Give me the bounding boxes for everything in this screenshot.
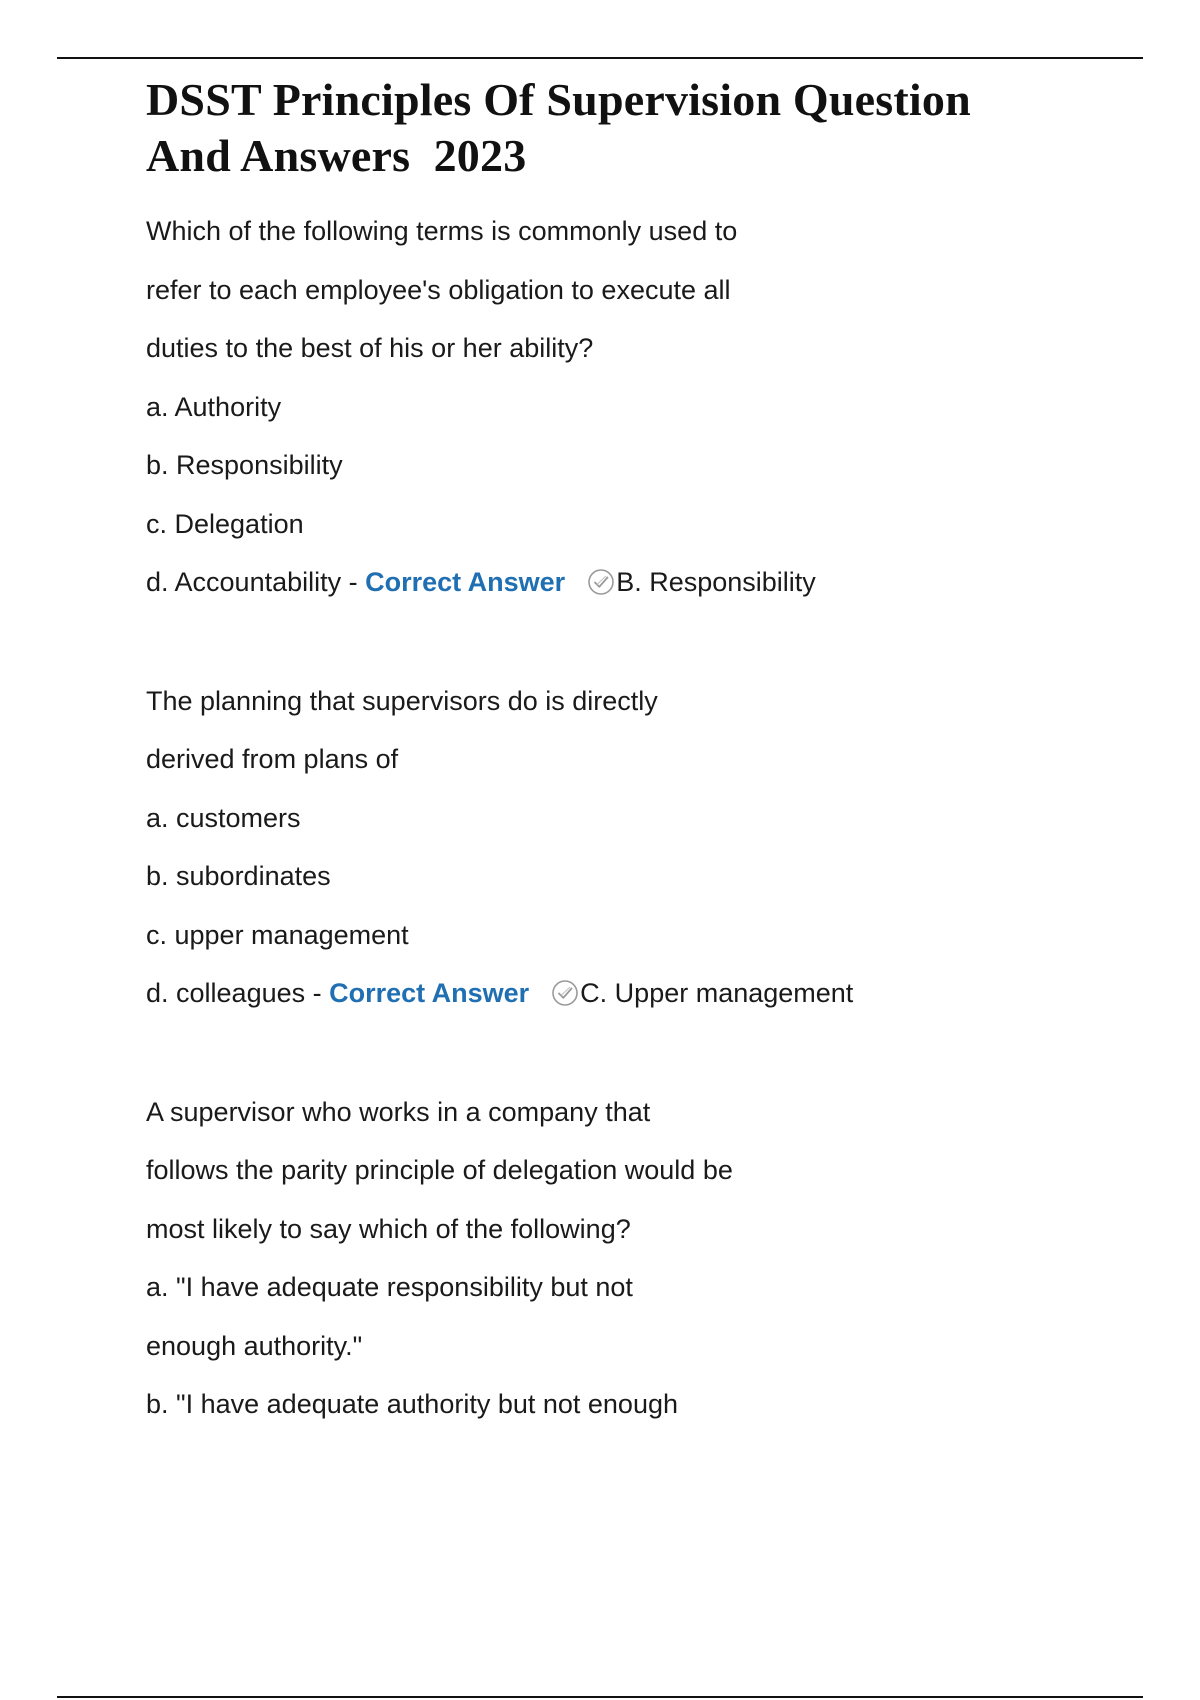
document-title <box>146 72 1106 184</box>
bottom-divider <box>57 1696 1143 1698</box>
question-text-line: derived from plans of <box>146 744 399 774</box>
option-c: c. Delegation <box>146 508 304 539</box>
option-a: a. Authority <box>146 391 282 422</box>
option-a: a. customers <box>146 802 301 833</box>
correct-answer-text: C. Upper management <box>580 978 854 1008</box>
question-2 <box>146 672 1106 1023</box>
check-circle-icon <box>551 969 579 997</box>
document-body <box>146 72 1106 1494</box>
question-text-line: The planning that supervisors do is directly <box>146 685 658 716</box>
question-1 <box>146 202 1106 612</box>
option-b: b. "I have adequate authority but not enough <box>146 1389 678 1419</box>
option-c: c. upper management <box>146 919 409 950</box>
question-3 <box>146 1083 1106 1434</box>
correct-answer-label: Correct Answer <box>365 567 566 597</box>
question-text-line: most likely to say which of the following? <box>146 1213 631 1244</box>
title-line-2: And Answers 2023 <box>146 130 527 181</box>
option-a: a. "I have adequate responsibility but not <box>146 1272 633 1302</box>
question-text-line: Which of the following terms is commonly used to <box>146 216 738 246</box>
question-text-line: duties to the best of his or her ability? <box>146 333 594 363</box>
option-b: b. Responsibility <box>146 450 343 480</box>
option-d-with-answer <box>146 964 1106 1023</box>
question-text-line: A supervisor who works in a company that <box>146 1096 651 1127</box>
question-text-line: follows the parity principle of delegation would be <box>146 1155 733 1185</box>
check-circle-icon <box>587 558 615 586</box>
correct-answer-text: B. Responsibility <box>616 567 816 597</box>
option-b: b. subordinates <box>146 861 331 891</box>
title-line-1: DSST Principles Of Supervision Question <box>146 74 971 125</box>
question-text-line: refer to each employee's obligation to execute all <box>146 274 731 305</box>
option-d-with-answer <box>146 553 1106 612</box>
correct-answer-label: Correct Answer <box>329 978 530 1008</box>
option-d: d. colleagues - <box>146 978 330 1008</box>
option-a-continued: enough authority." <box>146 1330 363 1361</box>
top-divider <box>57 57 1143 59</box>
option-d: d. Accountability - <box>146 567 366 597</box>
